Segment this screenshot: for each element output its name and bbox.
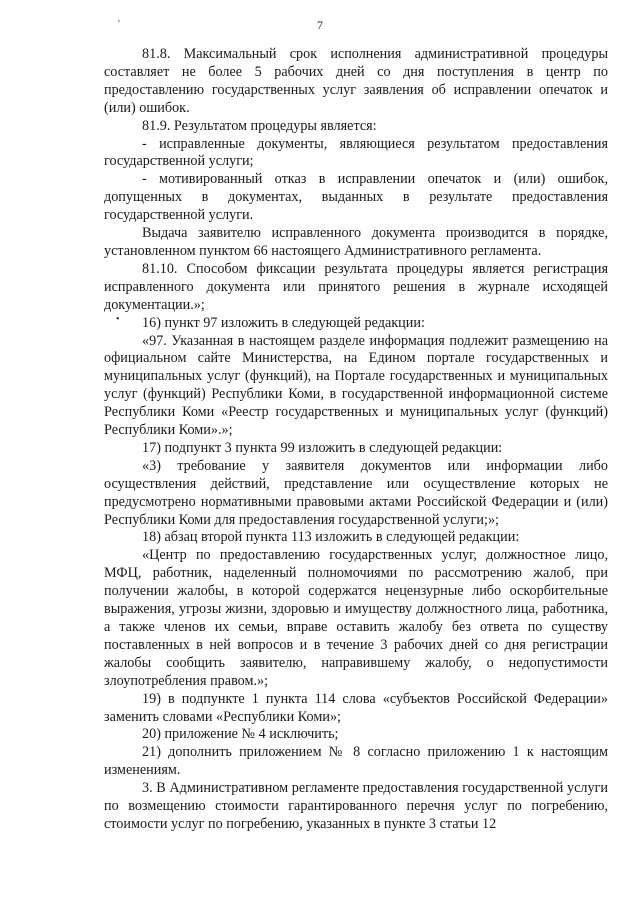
page-number: 7 xyxy=(317,18,323,32)
amendment-17: 17) подпункт 3 пункта 99 изложить в следующей редакции: xyxy=(142,439,503,456)
list-item-refusal: - мотивированный отказ в исправлении опечаток и (или) ошибок, допущенных в документах, выданных в результате предоставления государственной услуги. xyxy=(104,171,608,224)
quoted-subparagraph-3: «3) требование у заявителя документов или информации либо осуществления действий, представление или осуществление которых не предусмотрено нормативными правовыми актами Российской Федерации и (или) Республики Коми для предоставления государственной услуги;»; xyxy=(104,457,608,528)
paragraph-81-10: 81.10. Способом фиксации результата процедуры является регистрация исправленного документа или принятого решения в журнале исходящей документации.»; xyxy=(104,260,608,313)
paragraph-81-9: 81.9. Результатом процедуры является: xyxy=(142,117,377,134)
amendment-16: 16) пункт 97 изложить в следующей редакции: xyxy=(142,314,425,331)
quoted-paragraph-113: «Центр по предоставлению государственных услуг, должностное лицо, МФЦ, работник, наделенный полномочиями по рассмотрению жалоб, при получении жалобы, в которой содержатся нецензурные либо оскорбительные выражения, угрозы жизни, здоровью и имуществу должностного лица, работника, а также членов их семьи, вправе оставить жалобу без ответа по существу поставленных в ней вопросов и в течение 3 рабочих дней со дня регистрации жалобы сообщить заявителю, направившему жалобу, о недопустимости злоупотребления правом.»; xyxy=(104,547,608,689)
list-item-corrected-documents: - исправленные документы, являющиеся результатом предоставления государственной услуги; xyxy=(104,135,608,170)
paragraph-81-8: 81.8. Максимальный срок исполнения административной процедуры составляет не более 5 рабочих дней со дня поступления в центр по предоставлению государственных услуг заявления об исправлении опечаток и (или) ошибок. xyxy=(104,46,608,116)
quoted-paragraph-97: «97. Указанная в настоящем разделе информация подлежит размещению на официальном сайте Министерства, на Едином портале государственных и муниципальных услуг (функций), на Портале государственных и муниципальных услуг (функций) Республики Коми, в государственной информационной системе Республики Коми «Реестр государственных и муниципальных услуг (функций) Республики Коми».»; xyxy=(104,332,608,439)
amendment-19: 19) в подпункте 1 пункта 114 слова «субъектов Российской Федерации» заменить словами «Республики Коми»; xyxy=(104,690,608,725)
amendment-20: 20) приложение № 4 исключить; xyxy=(142,726,339,743)
amendment-18: 18) абзац второй пункта 113 изложить в следующей редакции: xyxy=(142,529,520,546)
paragraph-issuance: Выдача заявителю исправленного документа производится в порядке, установленном пунктом 66 настоящего Административного регламента. xyxy=(104,225,608,259)
scan-artifact-mark: • xyxy=(116,314,120,325)
scan-artifact-mark: ' xyxy=(118,19,120,30)
document-body xyxy=(104,46,608,834)
amendment-21: 21) дополнить приложением № 8 согласно приложению 1 к настоящим изменениям. xyxy=(104,744,608,779)
section-3-paragraph: 3. В Административном регламенте предоставления государственной услуги по возмещению стоимости гарантированного перечня услуг по погребению, стоимости услуг по погребению, указанных в пункте 3 статьи 12 xyxy=(104,780,608,832)
